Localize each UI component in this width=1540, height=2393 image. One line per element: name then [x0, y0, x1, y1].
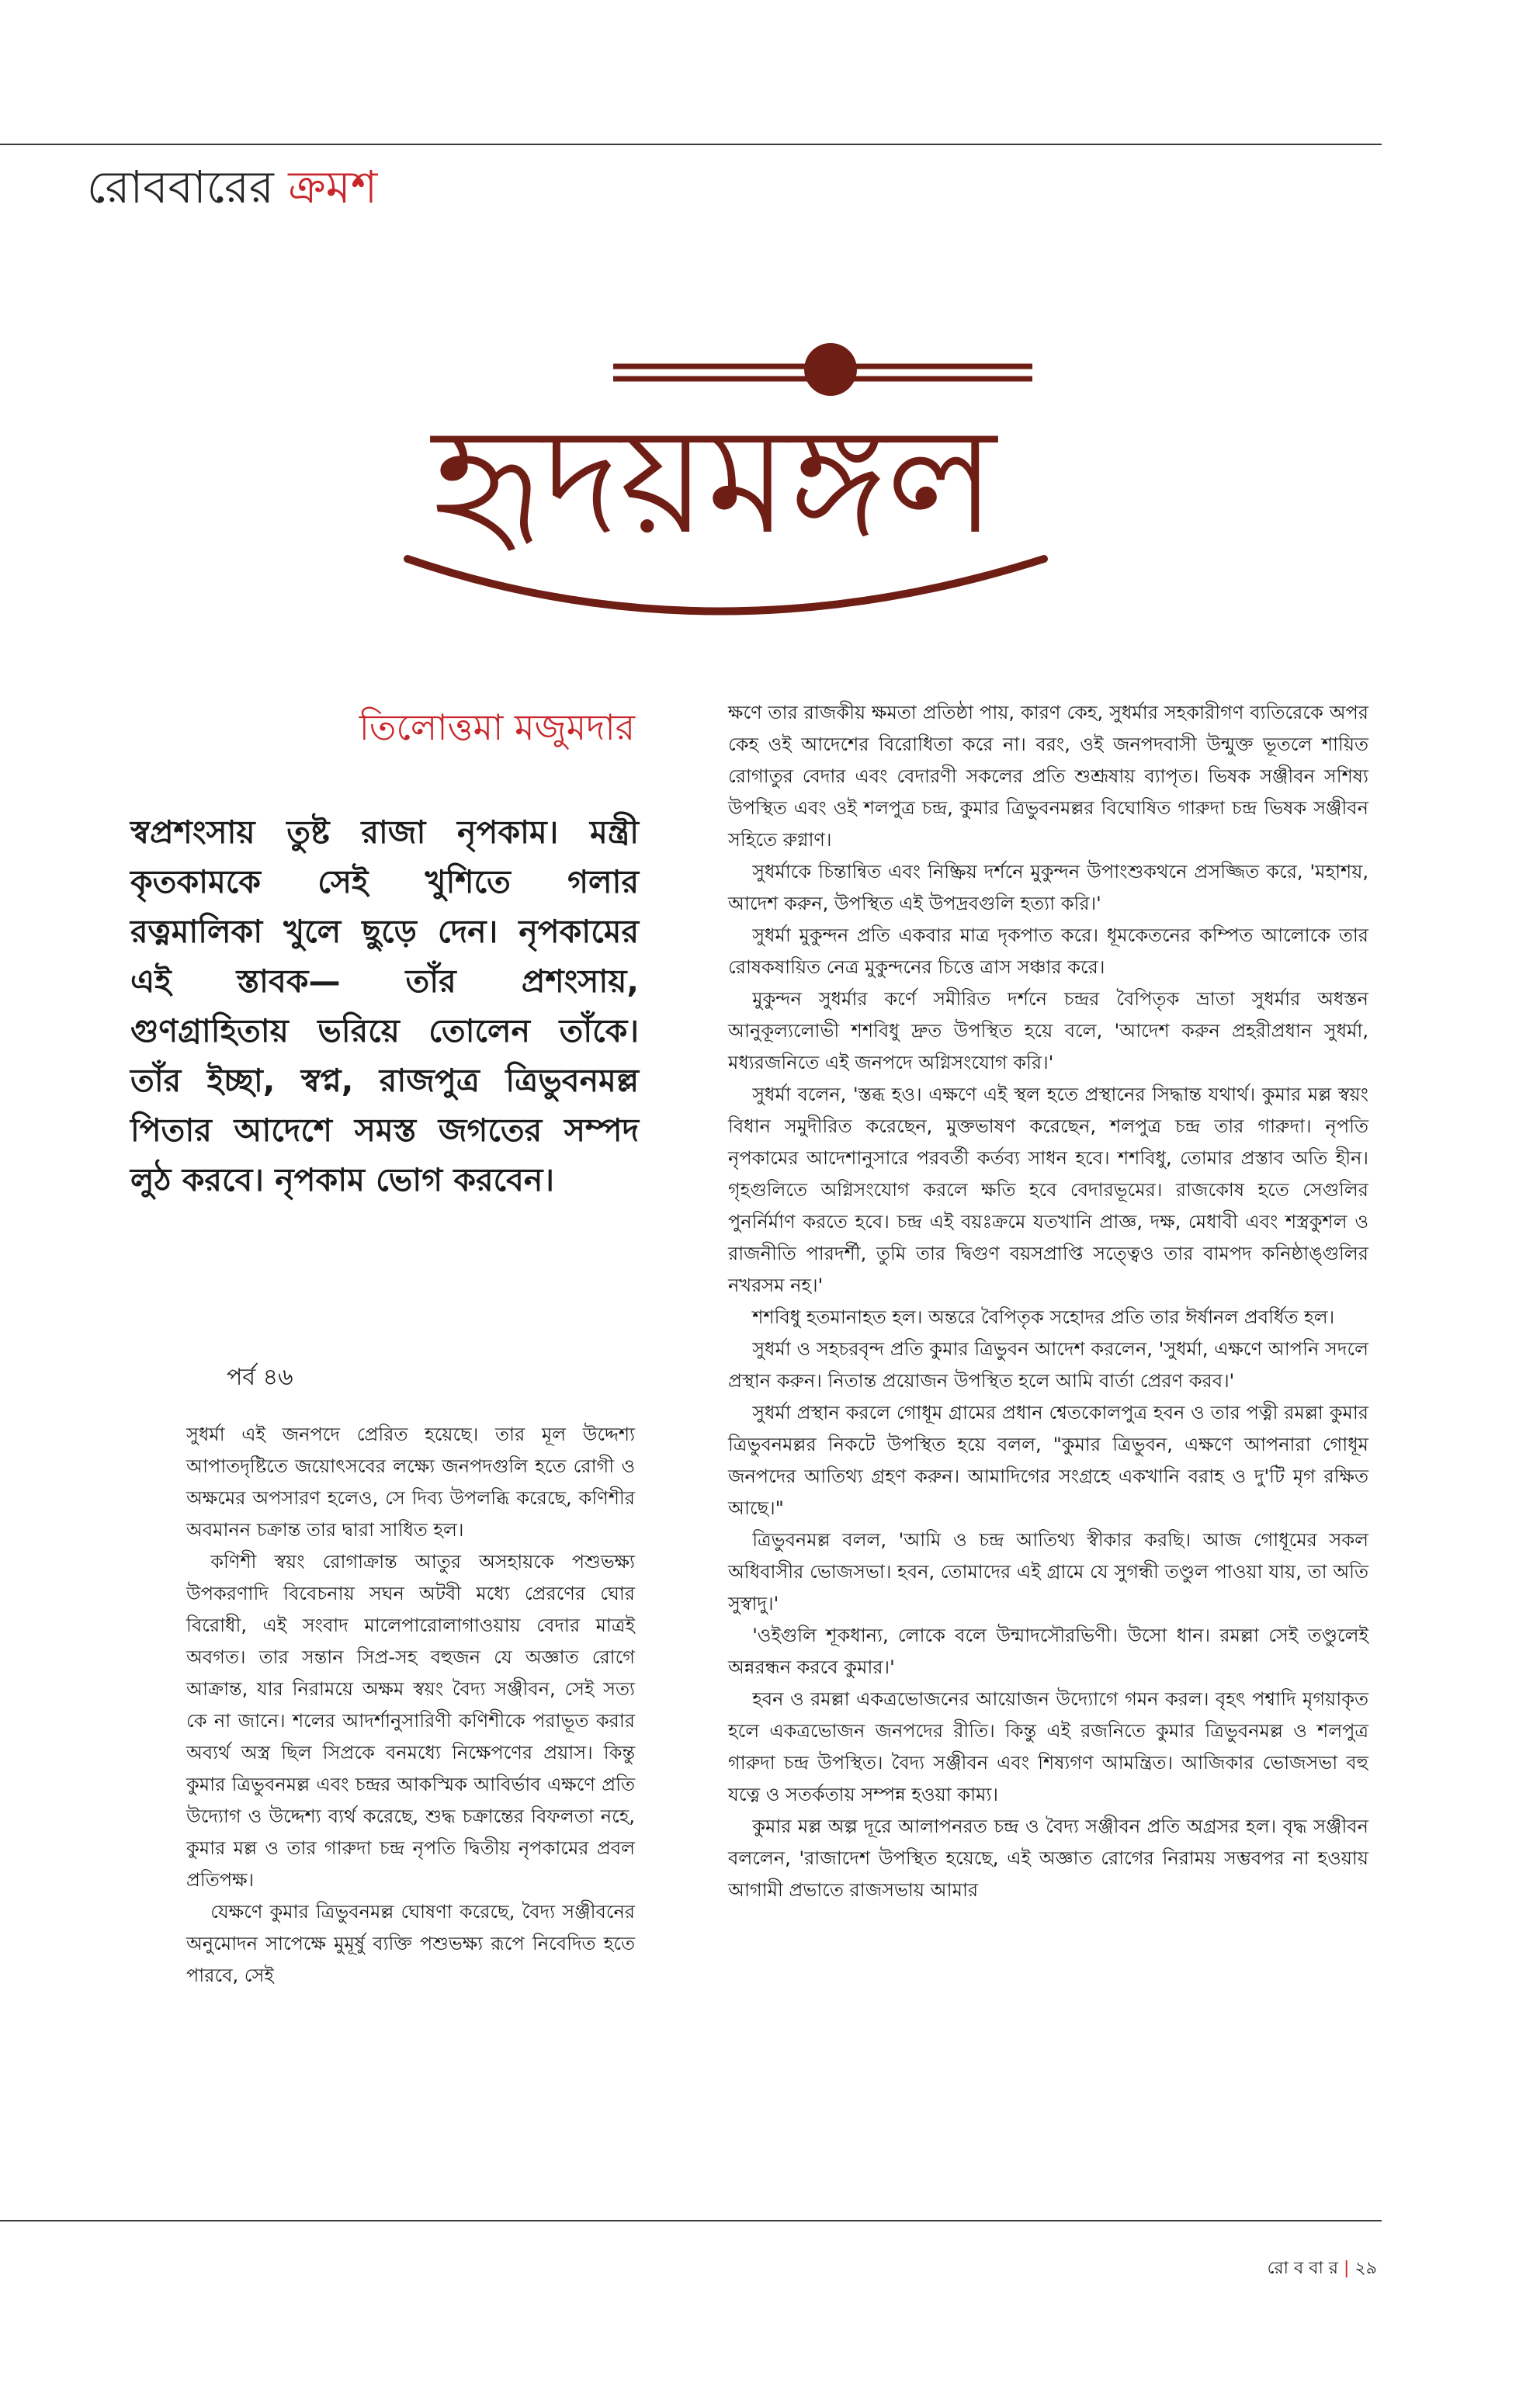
logo-swash — [408, 559, 1044, 612]
page-footer — [1268, 2255, 1377, 2284]
paragraph: কুমার মল্ল অল্প দূরে আলাপনরত চন্দ্র ও বৈদ্য সঞ্জীবন প্রতি অগ্রসর হল। বৃদ্ধ সঞ্জীবন বললেন, 'রাজাদেশ উপস্থিত হয়েছে, এই অজ্ঞাত রোগের নিরাময় সম্ভবপর না হওয়ায় আগামী প্রভাতে রাজসভায় আমার — [728, 1816, 1368, 1901]
paragraph: সুধর্মা বলেন, 'স্তব্ধ হও। এক্ষণে এই স্থল হতে প্রস্থানের সিদ্ধান্ত যথার্থ। কুমার মল্ল স্বয়ং বিধান সমুদীরিত করেছেন, মুক্তভাষণ করেছেন, শলপুত্র চন্দ্র তার গারুদা। নৃপতি নৃপকামের আদেশানুসারে পরবর্তী কর্তব্য সাধন হবে। শশবিধু, তোমার প্রস্তাব অতি হীন। গৃহগুলিতে অগ্নিসংযোগ করলে ক্ষতি হবে বেদারভূমের। রাজকোষ হতে সেগুলির পুনর্নির্মাণ করতে হবে। চন্দ্র এই বয়ঃক্রমে যতখানি প্রাজ্ঞ, দক্ষ, মেধাবী এবং শস্ত্রকুশল ও রাজনীতি পারদর্শী, তুমি তার দ্বিগুণ বয়সপ্রাপ্তি সত্ত্বেও তার বামপদ কনিষ্ঠাঙ্গুলির নখরসম নহ।' — [728, 1084, 1368, 1296]
section-header — [87, 161, 378, 213]
bottom-rule — [0, 2220, 1382, 2221]
pull-quote — [130, 807, 639, 1205]
paragraph: কণিশী স্বয়ং রোগাক্রান্ত আতুর অসহায়কে পশুভক্ষ্য উপকরণাদি বিবেচনায় সঘন অটবী মধ্যে প্রেরণের ঘোর বিরোধী, এই সংবাদ মালেপারোলাগাওয়ায় বেদার মাত্রই অবগত। তার সন্তান সিপ্র-সহ বহুজন যে অজ্ঞাত রোগে আক্রান্ত, যার নিরাময়ে অক্ষম স্বয়ং বৈদ্য সঞ্জীবন, সেই সত্য কে না জানে। শলের আদর্শানুসারিণী কণিশীকে পরাভূত করার অব্যর্থ অস্ত্র ছিল সিপ্রকে বনমধ্যে নিক্ষেপণের প্রয়াস। কিন্তু কুমার ত্রিভুবনমল্ল এবং চন্দ্রর আকস্মিক আবির্ভাব এক্ষণে প্রতি উদ্যোগ ও উদ্দেশ্য ব্যর্থ করেছে, শুদ্ধ চক্রান্তের বিফলতা নহে, কুমার মল্ল ও তার গারুদা চন্দ্র নৃপতি দ্বিতীয় নৃপকামের প্রবল প্রতিপক্ষ। — [186, 1551, 635, 1891]
episode-number: পর্ব ৪৬ — [227, 1364, 293, 1391]
right-column — [728, 697, 1368, 1906]
paragraph: সুধর্মা মুকুন্দন প্রতি একবার মাত্র দৃকপাত করে। ধূমকেতনের কম্পিত আলোকে তার রোষকষায়িত নেত্র মুকুন্দনের চিত্তে ত্রাস সঞ্চার করে। — [728, 924, 1368, 978]
paragraph: হবন ও রমল্লা একত্রভোজনের আয়োজন উদ্যোগে গমন করল। বৃহৎ পশ্বাদি মৃগয়াকৃত হলে একত্রভোজন জনপদের রীতি। কিন্তু এই রজনিতে কুমার ত্রিভুবনমল্ল ও শলপুত্র গারুদা চন্দ্র উপস্থিত। বৈদ্য সঞ্জীবন এবং শিষ্যগণ আমন্ত্রিত। আজিকার ভোজসভা বহু যত্নে ও সতর্কতায় সম্পন্ন হওয়া কাম্য। — [728, 1688, 1368, 1805]
pull-quote-text: স্বপ্রশংসায় তুষ্ট রাজা নৃপকাম। মন্ত্রী কৃতকামকে সেই খুশিতে গলার রত্নমালিকা খুলে ছুড়ে দেন। নৃপকামের এই স্তাবক— তাঁর প্রশংসায়, গুণগ্রাহিতায় ভরিয়ে তোলেন তাঁকে। তাঁর ইচ্ছা, স্বপ্ন, রাজপুত্র ত্রিভুবনমল্ল পিতার আদেশে সমস্ত জগতের সম্পদ লুঠ করবে। নৃপকাম ভোগ করবেন। — [130, 813, 639, 1198]
paragraph: যেক্ষণে কুমার ত্রিভুবনমল্ল ঘোষণা করেছে, বৈদ্য সঞ্জীবনের অনুমোদন সাপেক্ষে মুমূর্ষু ব্যক্তি পশুভক্ষ্য রূপে নিবেদিত হতে পারবে, সেই — [186, 1901, 635, 1986]
section-header-highlight: ক্রমশ — [288, 161, 378, 213]
paragraph: ক্ষণে তার রাজকীয় ক্ষমতা প্রতিষ্ঠা পায়, কারণ কেহ, সুধর্মার সহকারীগণ ব্যতিরেকে অপর কেহ ওই আদেশের বিরোধিতা করে না। বরং, ওই জনপদবাসী উন্মুক্ত ভূতলে শায়িত রোগাতুর বেদার এবং বেদারণী সকলের প্রতি শুশ্রূষায় ব্যাপৃত। ভিষক সঞ্জীবন সশিষ্য উপস্থিত এবং ওই শলপুত্র চন্দ্র, কুমার ত্রিভুবনমল্লর বিঘোষিত গারুদা চন্দ্র ভিষক সঞ্জীবন সহিতে রুগ্নাণ। — [728, 702, 1368, 851]
paragraph: ত্রিভুবনমল্ল বলল, 'আমি ও চন্দ্র আতিথ্য স্বীকার করছি। আজ গোধূমের সকল অধিবাসীর ভোজসভা। হবন, তোমাদের এই গ্রামে যে সুগন্ধী তণ্ডুল পাওয়া যায়, তা অতি সুস্বাদু।' — [728, 1529, 1368, 1614]
paragraph: 'ওইগুলি শূকধান্য, লোকে বলে উন্মাদসৌরভিণী। উসো ধান। রমল্লা সেই তণ্ডুলেই অন্নরন্ধন করবে কুমার।' — [728, 1625, 1368, 1678]
paragraph: শশবিধু হতমানাহত হল। অন্তরে বৈপিতৃক সহোদর প্রতি তার ঈর্ষানল প্রবর্ধিত হল। — [752, 1306, 1335, 1328]
serial-title-logo — [334, 334, 1094, 644]
logo-dot-ornament — [804, 343, 857, 396]
paragraph: সুধর্মা ও সহচরবৃন্দ প্রতি কুমার ত্রিভুবন আদেশ করলেন, 'সুধর্মা, এক্ষণে আপনি সদলে প্রস্থান করুন। নিতান্ত প্রয়োজন উপস্থিত হলে আমি বার্তা প্রেরণ করব।' — [728, 1338, 1368, 1392]
footer-magazine-name: রো ব বা র — [1267, 2259, 1338, 2278]
left-column — [186, 1419, 635, 1992]
paragraph: সুধর্মা প্রস্থান করলে গোধূম গ্রামের প্রধান শ্বেতকোলপুত্র হবন ও তার পত্নী রমল্লা কুমার ত্রিভুবনমল্লর নিকটে উপস্থিত হয়ে বলল, "কুমার ত্রিভুবন, এক্ষণে আপনারা গোধূম জনপদের আতিথ্য গ্রহণ করুন। আমাদিগের সংগ্রহে একখানি বরাহ ও দু'টি মৃগ রক্ষিত আছে।" — [728, 1402, 1368, 1519]
page-number: ২৯ — [1354, 2259, 1377, 2278]
serial-title: হৃদয়মঙ্গল — [432, 395, 997, 567]
footer-separator: | — [1343, 2259, 1350, 2278]
paragraph: মুকুন্দন সুধর্মার কর্ণে সমীরিত দর্শনে চন্দ্রর বৈপিতৃক ভ্রাতা সুধর্মার অধস্তন আনুকূল্যলোভী শশবিধু দ্রুত উপস্থিত হয়ে বলে, 'আদেশ করুন প্রহরীপ্রধান সুধর্মা, মধ্যরজনিতে এই জনপদে অগ্নিসংযোগ করি।' — [728, 988, 1368, 1073]
paragraph: সুধর্মাকে চিন্তান্বিত এবং নিষ্ক্রিয় দর্শনে মুকুন্দন উপাংশুকথনে প্রসজ্জিত করে, 'মহাশয়, আদেশ করুন, উপস্থিত এই উপদ্রবগুলি হত্যা করি।' — [728, 861, 1368, 914]
section-header-prefix: রোববারের — [87, 161, 274, 213]
top-rule — [0, 144, 1382, 145]
author-name: তিলোত্তমা মজুমদার — [359, 706, 635, 748]
paragraph: সুধর্মা এই জনপদে প্রেরিত হয়েছে। তার মূল উদ্দেশ্য আপাতদৃষ্টিতে জয়োৎসবের লক্ষ্যে জনপদগুলি হতে রোগী ও অক্ষমের অপসারণ হলেও, সে দিব্য উপলব্ধি করেছে, কণিশীর অবমানন চক্রান্ত তার দ্বারা সাধিত হল। — [186, 1424, 635, 1541]
